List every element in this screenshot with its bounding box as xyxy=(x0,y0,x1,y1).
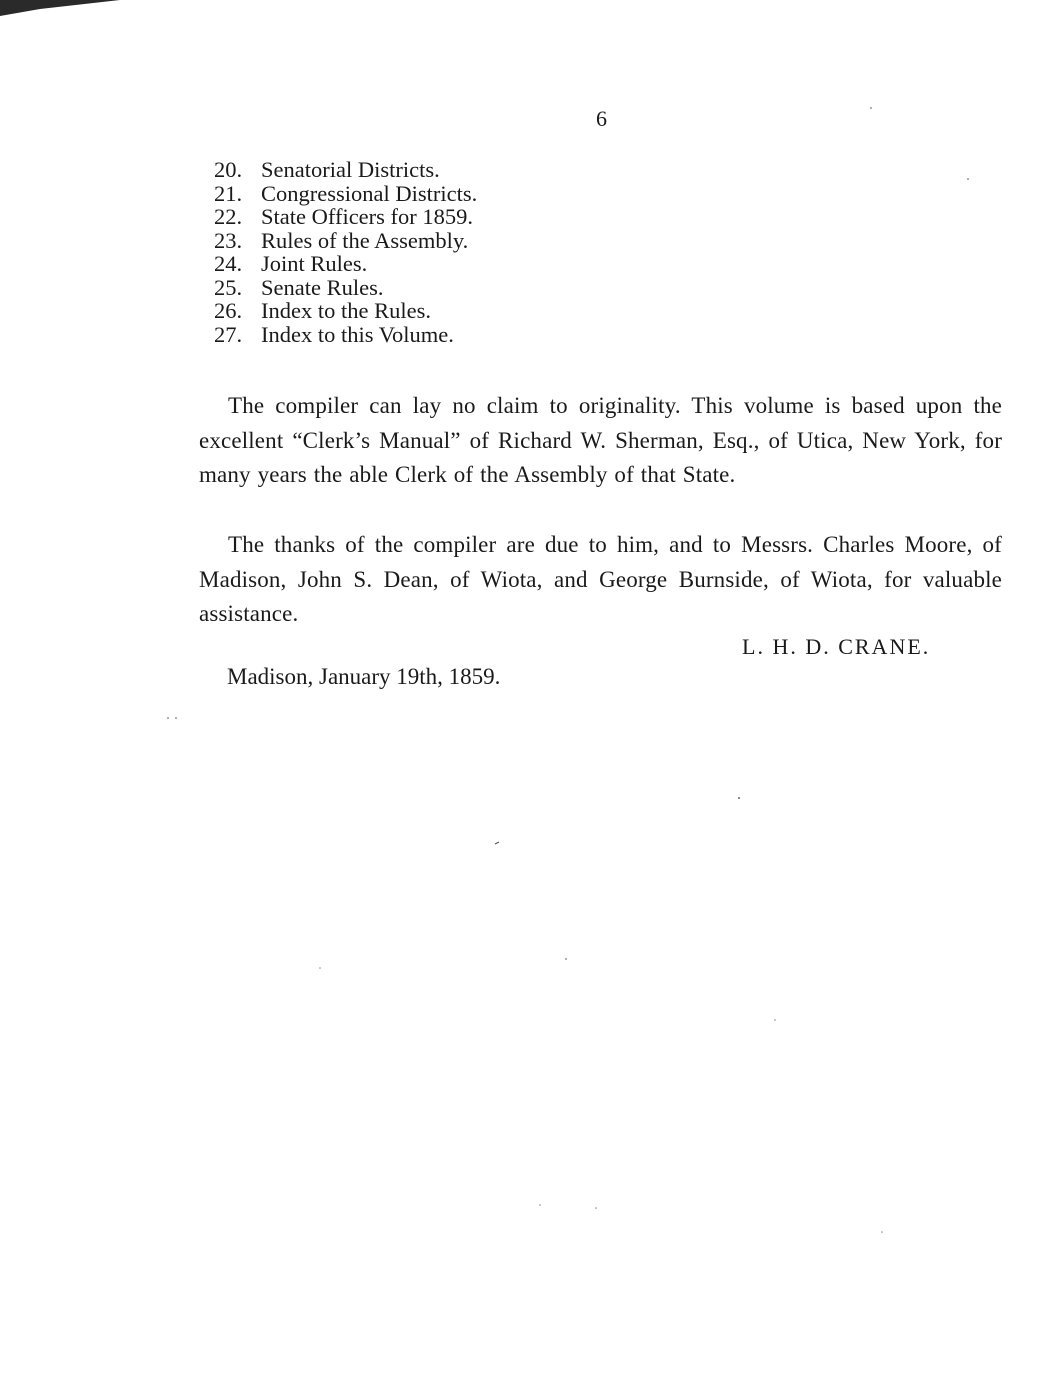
contents-item-number: 23. xyxy=(214,227,243,253)
signature: L. H. D. CRANE. xyxy=(742,634,931,659)
contents-item xyxy=(214,276,477,300)
contents-item-title: State Officers for 1859. xyxy=(261,204,474,229)
contents-item-number: 25. xyxy=(214,274,243,300)
contents-item-title: Senatorial Districts. xyxy=(261,157,440,182)
contents-item-number: 20. xyxy=(214,157,243,182)
contents-item-title: Index to this Volume. xyxy=(261,321,454,347)
contents-item xyxy=(214,299,477,323)
contents-item xyxy=(214,205,477,229)
contents-item xyxy=(214,323,477,347)
dateline: Madison, January 19th, 1859. xyxy=(227,664,501,689)
contents-item-number: 24. xyxy=(214,251,243,276)
contents-item-title: Senate Rules. xyxy=(261,274,384,300)
contents-item xyxy=(214,158,477,182)
contents-item xyxy=(214,229,477,253)
scan-edge-shadow xyxy=(0,0,1055,20)
contents-list xyxy=(214,158,477,346)
contents-item-number: 21. xyxy=(214,180,243,206)
contents-item-title: Index to the Rules. xyxy=(261,298,431,323)
contents-item-title: Congressional Districts. xyxy=(261,180,478,206)
contents-item xyxy=(214,182,477,206)
contents-item-number: 26. xyxy=(214,298,243,323)
contents-item-title: Rules of the Assembly. xyxy=(261,227,469,253)
page-number: 6 xyxy=(596,106,607,131)
contents-item xyxy=(214,252,477,276)
preface-paragraph-thanks: The thanks of the compiler are due to him, and to Messrs. Charles Moore, of Madison, John S. Dean, of Wiota, and George Burnside, of Wiota, for valuable assistance. xyxy=(199,532,1002,626)
contents-item-title: Joint Rules. xyxy=(261,251,368,276)
preface-paragraph-originality: The compiler can lay no claim to originality. This volume is based upon the excellent “Clerk’s Manual” of Richard W. Sherman, Esq., of Utica, New York, for many years the able Clerk of the Assembly of that State. xyxy=(199,393,1002,487)
contents-item-number: 22. xyxy=(214,204,243,229)
contents-item-number: 27. xyxy=(214,321,243,347)
